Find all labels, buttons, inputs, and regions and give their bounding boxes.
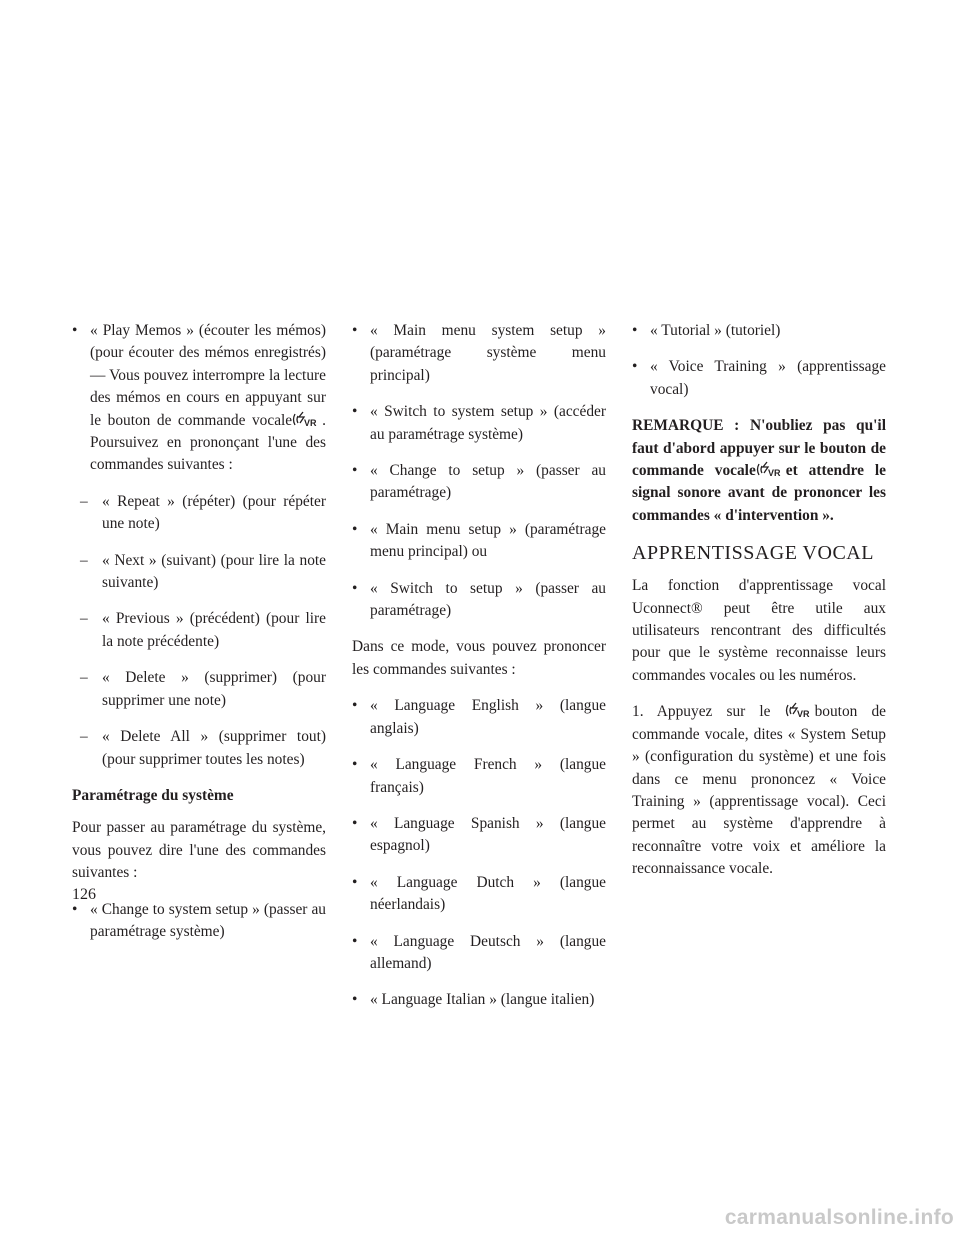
watermark: carmanualsonline.info bbox=[724, 1206, 954, 1229]
bullet-item: • « Language French » (langue français) bbox=[352, 754, 606, 799]
bullet-item: • « Language Italian » (langue italien) bbox=[352, 989, 606, 1011]
bullet-item: • « Change to system setup » (passer au paramétrage système) bbox=[72, 899, 326, 944]
voice-command-icon bbox=[785, 702, 815, 719]
column-1 bbox=[72, 320, 326, 957]
column-3 bbox=[632, 320, 886, 895]
bullet-item: • « Language English » (langue anglais) bbox=[352, 695, 606, 740]
dash-item: – « Next » (suivant) (pour lire la note suivante) bbox=[80, 551, 326, 592]
section-heading: APPRENTISSAGE VOCAL bbox=[632, 542, 874, 565]
note-remarque: REMARQUE : N'oubliez pas qu'il faut d'abord appuyer sur le bouton de commande vocale VR et attendre le signal sonore avant de prononcer les commandes « d'intervention ». bbox=[632, 417, 886, 524]
page-number: 126 bbox=[72, 886, 96, 903]
bullet-item: • « Change to setup » (passer au paramétrage) bbox=[352, 460, 606, 505]
svg-text:VR: VR bbox=[767, 468, 781, 479]
bullet-item: • « Language Spanish » (langue espagnol) bbox=[352, 813, 606, 858]
dash-item: – « Repeat » (répéter) (pour répéter une note) bbox=[80, 492, 326, 533]
bullet-play-memos: • « Play Memos » (écouter les mémos) (pour écouter des mémos enregistrés) — Vous pouvez interrompre la lecture des mémos en cours en appuyant sur le bouton de commande vocale VR . Poursuivez en prononçant l'une des commandes suivantes : bbox=[72, 320, 326, 477]
dash-item: – « Previous » (précédent) (pour lire la note précédente) bbox=[80, 610, 326, 650]
bullet-item: • « Voice Training » (apprentissage vocal) bbox=[632, 356, 886, 401]
bullet-item: • « Main menu setup » (paramétrage menu principal) ou bbox=[352, 519, 606, 564]
note-label: REMARQUE : bbox=[632, 417, 740, 435]
voice-command-icon bbox=[292, 411, 322, 428]
paragraph: Dans ce mode, vous pouvez prononcer les commandes suivantes : bbox=[352, 638, 606, 678]
subheading-system-setup: Paramétrage du système bbox=[72, 786, 234, 804]
bullet-item: • « Language Dutch » (langue néerlandais) bbox=[352, 872, 606, 917]
dash-item: – « Delete » (supprimer) (pour supprimer une note) bbox=[80, 669, 326, 709]
dash-item: – « Delete All » (supprimer tout) (pour supprimer toutes les notes) bbox=[80, 728, 326, 768]
svg-text:VR: VR bbox=[304, 417, 317, 428]
bullet-item: • « Main menu system setup » (paramétrage système menu principal) bbox=[352, 320, 606, 387]
bullet-item: • « Tutorial » (tutoriel) bbox=[632, 320, 886, 342]
paragraph: Pour passer au paramétrage du système, vous pouvez dire l'une des commandes suivantes : bbox=[72, 819, 326, 882]
bullet-item: • « Language Deutsch » (langue allemand) bbox=[352, 931, 606, 976]
bullet-item: • « Switch to setup » (passer au paramétrage) bbox=[352, 578, 606, 623]
bullet-item: • « Switch to system setup » (accéder au paramétrage système) bbox=[352, 401, 606, 446]
column-2 bbox=[352, 320, 606, 1026]
voice-command-icon bbox=[756, 461, 786, 478]
paragraph-step-1: 1. Appuyez sur le VR bouton de commande vocale, dites « System Setup » (configuration du système) et une fois dans ce menu prononcez « Voice Training » (apprentissage vocal). Ceci permet au système d'apprendre à reconnaître votre voix et améliore la reconnaissance vocale. bbox=[632, 703, 886, 878]
svg-text:VR: VR bbox=[796, 709, 810, 720]
paragraph: La fonction d'apprentissage vocal Uconnect® peut être utile aux utilisateurs rencontrant des difficultés pour que le système reconnaisse leurs commandes vocales ou les numéros. bbox=[632, 577, 886, 684]
